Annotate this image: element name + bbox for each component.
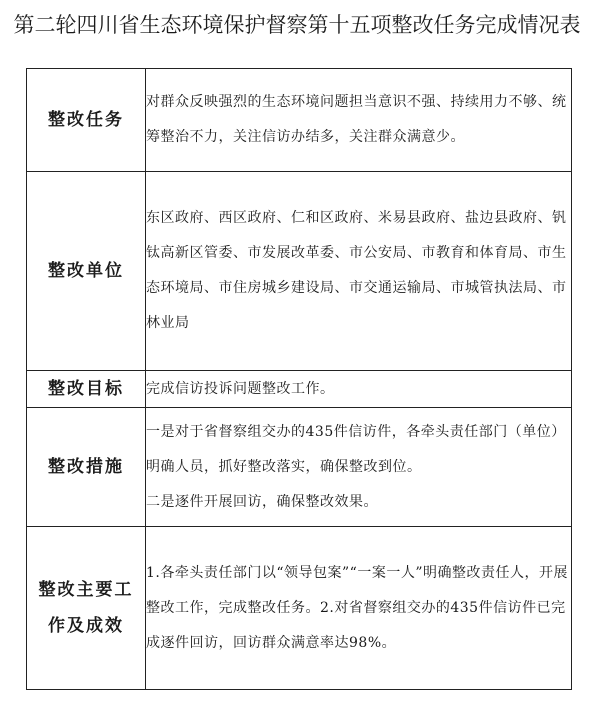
results-text: 1.各牵头责任部门以“领导包案”“一案一人”明确整改责任人，开展整改工作，完成整改任务。2.对省督察组交办的435件信访件已完成逐件回访，回访群众满意率达98%。	[146, 564, 568, 651]
row-label-units: 整改单位	[27, 172, 146, 371]
goal-text: 完成信访投诉问题整改工作。	[146, 380, 335, 397]
table-row-goal	[27, 371, 572, 408]
row-label-results-line1: 整改主要工	[38, 580, 134, 600]
row-content-measures	[146, 408, 572, 527]
row-content-task	[146, 69, 572, 172]
table-row-units	[27, 172, 572, 371]
row-label-results	[27, 527, 146, 690]
row-label-measures: 整改措施	[27, 408, 146, 527]
row-label-task: 整改任务	[27, 69, 146, 172]
units-text: 东区政府、西区政府、仁和区政府、米易县政府、盐边县政府、钒钛高新区管委、市发展改革委、市公安局、市教育和体育局、市生态环境局、市住房城乡建设局、市交通运输局、市城管执法局、市林业局	[146, 210, 567, 331]
row-content-goal	[146, 371, 572, 408]
rectification-table	[26, 68, 572, 690]
table-row-measures	[27, 408, 572, 527]
measures-text-1: 一是对于省督察组交办的435件信访件，各牵头责任部门（单位）明确人员，抓好整改落实，确保整改到位。	[146, 423, 566, 475]
measures-text-2: 二是逐件开展回访，确保整改效果。	[146, 493, 378, 510]
row-content-units	[146, 172, 572, 371]
row-label-goal: 整改目标	[27, 371, 146, 408]
document-title: 第二轮四川省生态环境保护督察第十五项整改任务完成情况表	[13, 13, 581, 37]
table-row-task	[27, 69, 572, 172]
row-label-results-line2: 作及成效	[48, 616, 124, 636]
table-row-results	[27, 527, 572, 690]
row-content-results	[146, 527, 572, 690]
task-text: 对群众反映强烈的生态环境问题担当意识不强、持续用力不够、统筹整治不力，关注信访办结多，关注群众满意少。	[146, 94, 567, 145]
